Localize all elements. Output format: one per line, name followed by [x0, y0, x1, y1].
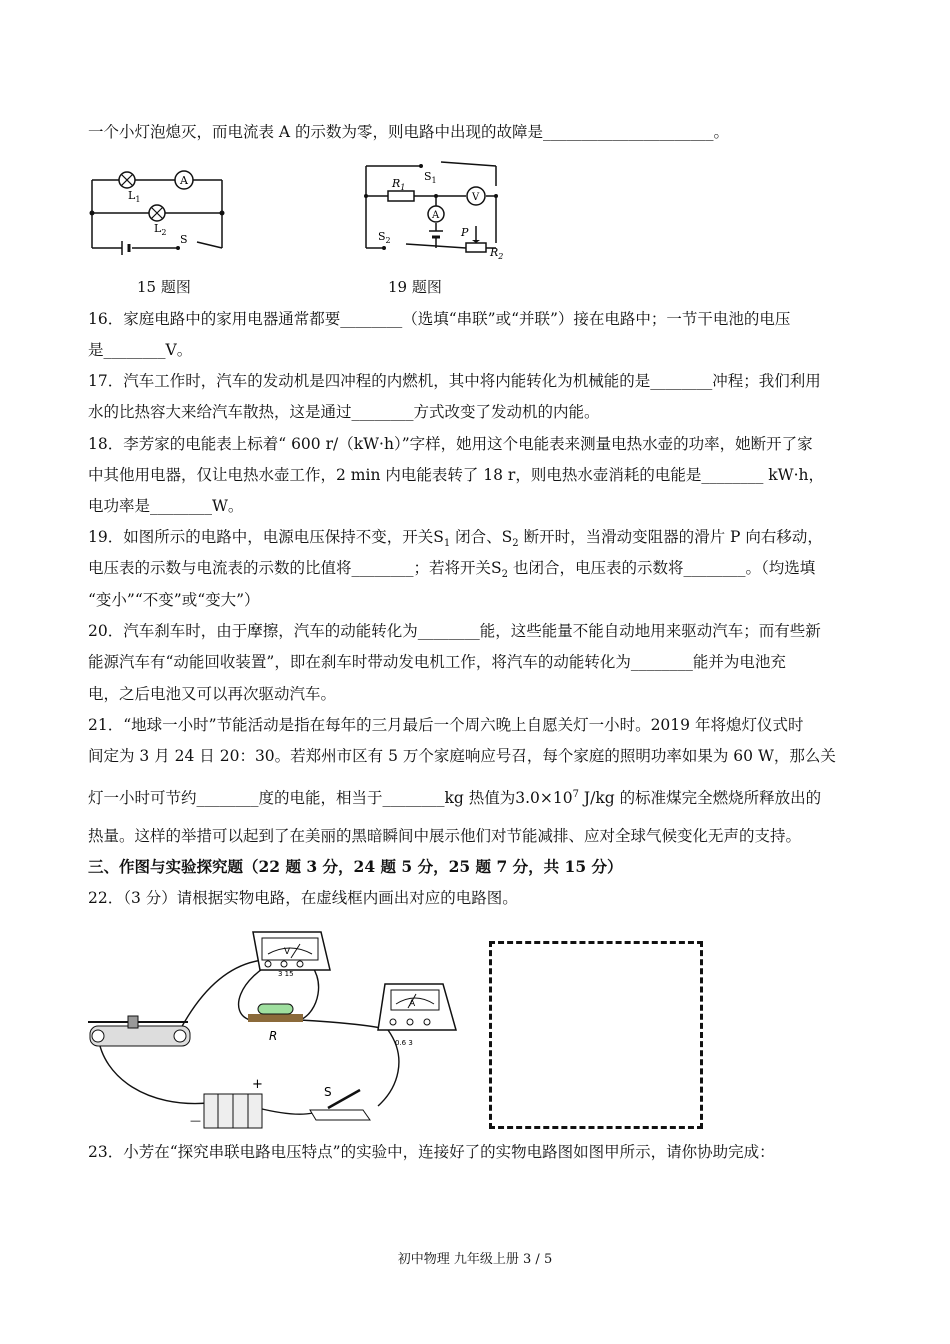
voltmeter-scale: 3 15: [278, 970, 294, 978]
rheostat-icon: [466, 243, 486, 252]
battery-minus-label: —: [190, 1114, 201, 1127]
q21-text-b: J/kg 的标准煤完全燃烧所释放出的: [579, 789, 822, 807]
q21-heat-exp: 7: [572, 789, 579, 800]
fig19-r2-sub: 2: [498, 252, 504, 261]
q19-text-b: 闭合、: [450, 528, 502, 546]
page-footer: 初中物理 九年级上册 3 / 5: [397, 1252, 553, 1267]
q17-line-2: 水的比热容大来给汽车散热，这是通过________方式改变了发动机的内能。: [88, 403, 600, 421]
fig19-r1-sub: 1: [400, 183, 406, 192]
q19-s1: S: [433, 528, 444, 546]
q19-line-2: [88, 558, 815, 585]
switch-icon: [310, 1085, 370, 1120]
q19-text-a: 19．如图所示的电路中，电源电压保持不变，开关: [88, 528, 434, 546]
switch-label: S: [324, 1085, 332, 1099]
fig19-s2-label: S: [378, 230, 386, 243]
fig19-s1-sub: 1: [431, 176, 437, 185]
battery-plus-label: +: [252, 1077, 263, 1092]
q19-line-1: [88, 527, 823, 554]
resistor-r1-icon: [388, 191, 414, 201]
svg-text:L2: [154, 222, 166, 237]
q18-line-3: 电功率是________W。: [88, 497, 244, 515]
resistor-icon: [248, 1004, 303, 1043]
q19-s2-again: S: [491, 559, 502, 577]
voltmeter-icon: [253, 932, 330, 978]
q19-s1-sub: 1: [443, 538, 451, 549]
fig19-p-label: P: [461, 226, 469, 239]
ammeter-mark: A: [409, 999, 416, 1009]
q19-s2: S: [501, 528, 513, 546]
q19-s2-again-sub: 2: [501, 569, 509, 580]
fig15-switch-label: S: [180, 233, 188, 246]
q16-line-2: 是________V。: [88, 341, 193, 359]
q21-line-4: 热量。这样的举措可以起到了在美丽的黑暗瞬间中展示他们对节能减排、应对全球气候变化无声的支持。: [88, 827, 802, 845]
fig15-l1-label: L: [128, 189, 136, 202]
ammeter-icon: [378, 984, 456, 1047]
q19-line-3: “变小”“不变”或“变大”）: [88, 591, 260, 609]
q23-prompt: 23．小芳在“探究串联电路电压特点”的实验中，连接好了的实物电路图如图甲所示，请你协助完成：: [88, 1143, 775, 1161]
q21-heat-value: 3.0×10: [515, 789, 573, 807]
q19-text-d: 电压表的示数与电流表的示数的比值将________；若将开关: [88, 559, 492, 577]
fig19-r2-label: R: [490, 246, 499, 259]
q21-line-1: 21．“地球一小时”节能活动是指在每年的三月最后一个周六晚上自愿关灯一小时。2019 年将熄灯仪式时: [88, 716, 804, 734]
q21-line-3: [88, 785, 821, 808]
fig19-a-label: A: [432, 210, 440, 221]
svg-text:R1: [391, 177, 405, 192]
figure-15-circuit: [92, 168, 232, 258]
q19-s2-sub: 2: [512, 538, 519, 549]
caption-fig15: 15 题图: [137, 278, 191, 296]
fig15-l2-label: L: [154, 222, 162, 235]
q18-line-2: 中其他用电器，仅让电热水壶工作，2 min 内电能表转了 18 r，则电热水壶消耗的电能是________ kW·h，: [88, 466, 825, 484]
q20-line-2: 能源汽车有“动能回收装置”，即在刹车时带动发电机工作，将汽车的动能转化为________能并为电池充: [88, 653, 786, 671]
q19-text-e: 也闭合，电压表的示数将________。（均选填: [508, 559, 816, 577]
q22-prompt: 22．（3 分）请根据实物电路，在虚线框内画出对应的电路图。: [88, 889, 518, 907]
fig19-s2-sub: 2: [385, 236, 391, 245]
q20-line-3: 电，之后电池又可以再次驱动汽车。: [88, 685, 337, 703]
battery-icon: [190, 1077, 263, 1128]
svg-text:L1: [128, 189, 140, 204]
q19-text-c: 断开时，当滑动变阻器的滑片 P 向右移动，: [518, 528, 823, 546]
fig19-s1-label: S: [424, 170, 432, 183]
svg-text:S2: [378, 230, 391, 245]
q21-text-a: 灯一小时可节约________度的电能，相当于________kg 热值为: [88, 789, 516, 807]
q16-line-1: 16．家庭电路中的家用电器通常都要________（选填“串联”或“并联”）接在电路中；一节干电池的电压: [88, 310, 791, 328]
fig19-r1-label: R: [392, 177, 401, 190]
caption-fig19: 19 题图: [388, 278, 442, 296]
fig15-l1-sub: 1: [135, 195, 141, 204]
svg-text:R2: [489, 246, 503, 261]
voltmeter-mark: V: [284, 947, 291, 957]
q21-line-2: 间定为 3 月 24 日 20：30。若郑州市区有 5 万个家庭响应号召，每个家庭的照明功率如果为 60 W，那么关: [88, 747, 836, 765]
fig15-ammeter-label: A: [180, 174, 188, 187]
ammeter-scale: 0.6 3: [395, 1039, 413, 1047]
rheostat-icon: [88, 1016, 190, 1046]
q18-line-1: 18．李芳家的电能表上标着“ 600 r/（kW·h）”字样，她用这个电能表来测量电热水壶的功率，她断开了家: [88, 435, 813, 453]
figure-22-physical-circuit: [88, 918, 468, 1138]
figure-19-circuit: [366, 158, 516, 261]
q20-line-1: 20．汽车刹车时，由于摩擦，汽车的动能转化为________能，这些能量不能自动地用来驱动汽车；而有些新: [88, 622, 821, 640]
drawing-answer-box[interactable]: [489, 941, 703, 1129]
q17-line-1: 17．汽车工作时，汽车的发动机是四冲程的内燃机，其中将内能转化为机械能的是________冲程；我们利用: [88, 372, 821, 390]
text-line-fault: 一个小灯泡熄灭，而电流表 A 的示数为零，则电路中出现的故障是______________________。: [88, 123, 730, 141]
resistor-label: R: [269, 1029, 278, 1043]
fig15-l2-sub: 2: [161, 228, 167, 237]
svg-text:S1: [424, 170, 437, 185]
fig19-v-label: V: [472, 192, 480, 203]
section-3-heading: 三、作图与实验探究题（22 题 3 分，24 题 5 分，25 题 7 分，共 15 分）: [88, 857, 623, 876]
